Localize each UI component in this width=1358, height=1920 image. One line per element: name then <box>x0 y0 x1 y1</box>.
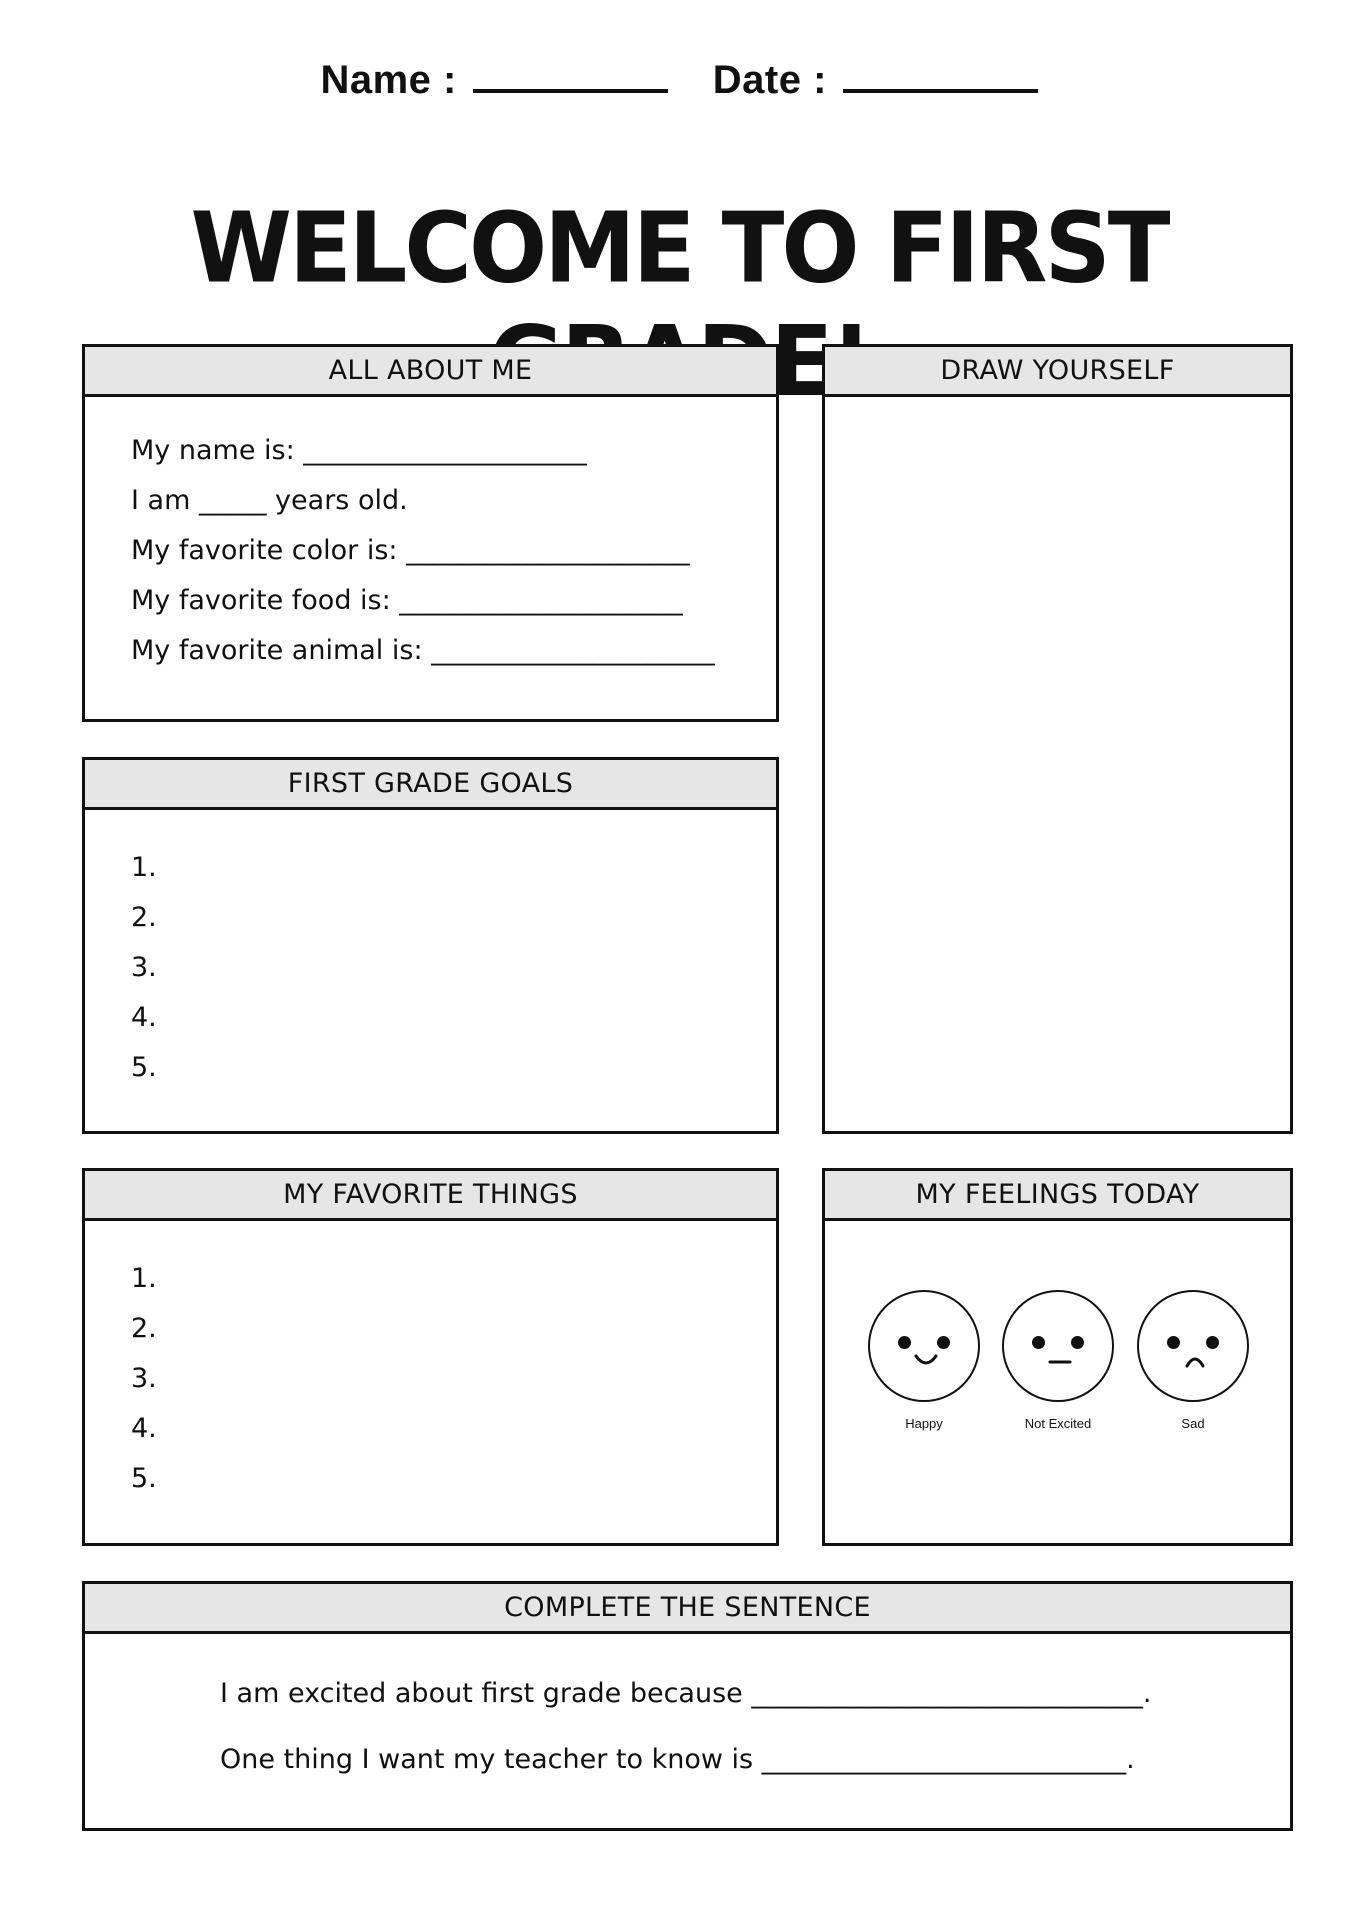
draw-yourself-box <box>822 344 1293 1134</box>
age-line[interactable]: I am _____ years old. <box>131 485 408 516</box>
favorite-item[interactable]: 4. <box>131 1413 157 1444</box>
sad-label: Sad <box>1181 1416 1205 1431</box>
happy-label: Happy <box>905 1416 943 1431</box>
favorite-item[interactable]: 3. <box>131 1363 157 1394</box>
goal-item[interactable]: 2. <box>131 902 157 933</box>
first-grade-goals-box <box>82 757 779 1134</box>
goal-item[interactable]: 4. <box>131 1002 157 1033</box>
teacher-sentence[interactable]: One thing I want my teacher to know is ___________________________. <box>220 1744 1135 1775</box>
favorite-things-heading: MY FAVORITE THINGS <box>85 1171 776 1221</box>
goals-heading: FIRST GRADE GOALS <box>85 760 776 810</box>
neutral-face-icon[interactable] <box>1002 1290 1114 1402</box>
happy-face-icon[interactable] <box>868 1290 980 1402</box>
favorite-item[interactable]: 1. <box>131 1263 157 1294</box>
sad-face-icon[interactable] <box>1137 1290 1249 1402</box>
drawing-area[interactable] <box>825 397 1290 1131</box>
name-label: Name : <box>320 58 457 102</box>
goal-item[interactable]: 3. <box>131 952 157 983</box>
all-about-me-box <box>82 344 779 722</box>
feelings-box <box>822 1168 1293 1546</box>
feelings-heading: MY FEELINGS TODAY <box>825 1171 1290 1221</box>
date-label: Date : <box>712 58 827 102</box>
date-blank[interactable] <box>843 59 1038 93</box>
favorite-color-line[interactable]: My favorite color is: _____________________ <box>131 535 690 566</box>
name-line[interactable]: My name is: _____________________ <box>131 435 587 466</box>
complete-sentence-heading: COMPLETE THE SENTENCE <box>85 1584 1290 1634</box>
all-about-me-heading: ALL ABOUT ME <box>85 347 776 397</box>
complete-sentence-box <box>82 1581 1293 1831</box>
favorite-item[interactable]: 2. <box>131 1313 157 1344</box>
draw-yourself-heading: DRAW YOURSELF <box>825 347 1290 397</box>
favorite-animal-line[interactable]: My favorite animal is: _____________________ <box>131 635 715 666</box>
favorite-item[interactable]: 5. <box>131 1463 157 1494</box>
favorite-things-box <box>82 1168 779 1546</box>
name-blank[interactable] <box>473 59 668 93</box>
page-title: WELCOME TO FIRST <box>190 191 1168 305</box>
goal-item[interactable]: 5. <box>131 1052 157 1083</box>
goal-item[interactable]: 1. <box>131 852 157 883</box>
excited-sentence[interactable]: I am excited about first grade because _____________________________. <box>220 1678 1152 1709</box>
name-date-header <box>0 58 1358 103</box>
not-excited-label: Not Excited <box>1024 1416 1092 1431</box>
favorite-food-line[interactable]: My favorite food is: _____________________ <box>131 585 683 616</box>
